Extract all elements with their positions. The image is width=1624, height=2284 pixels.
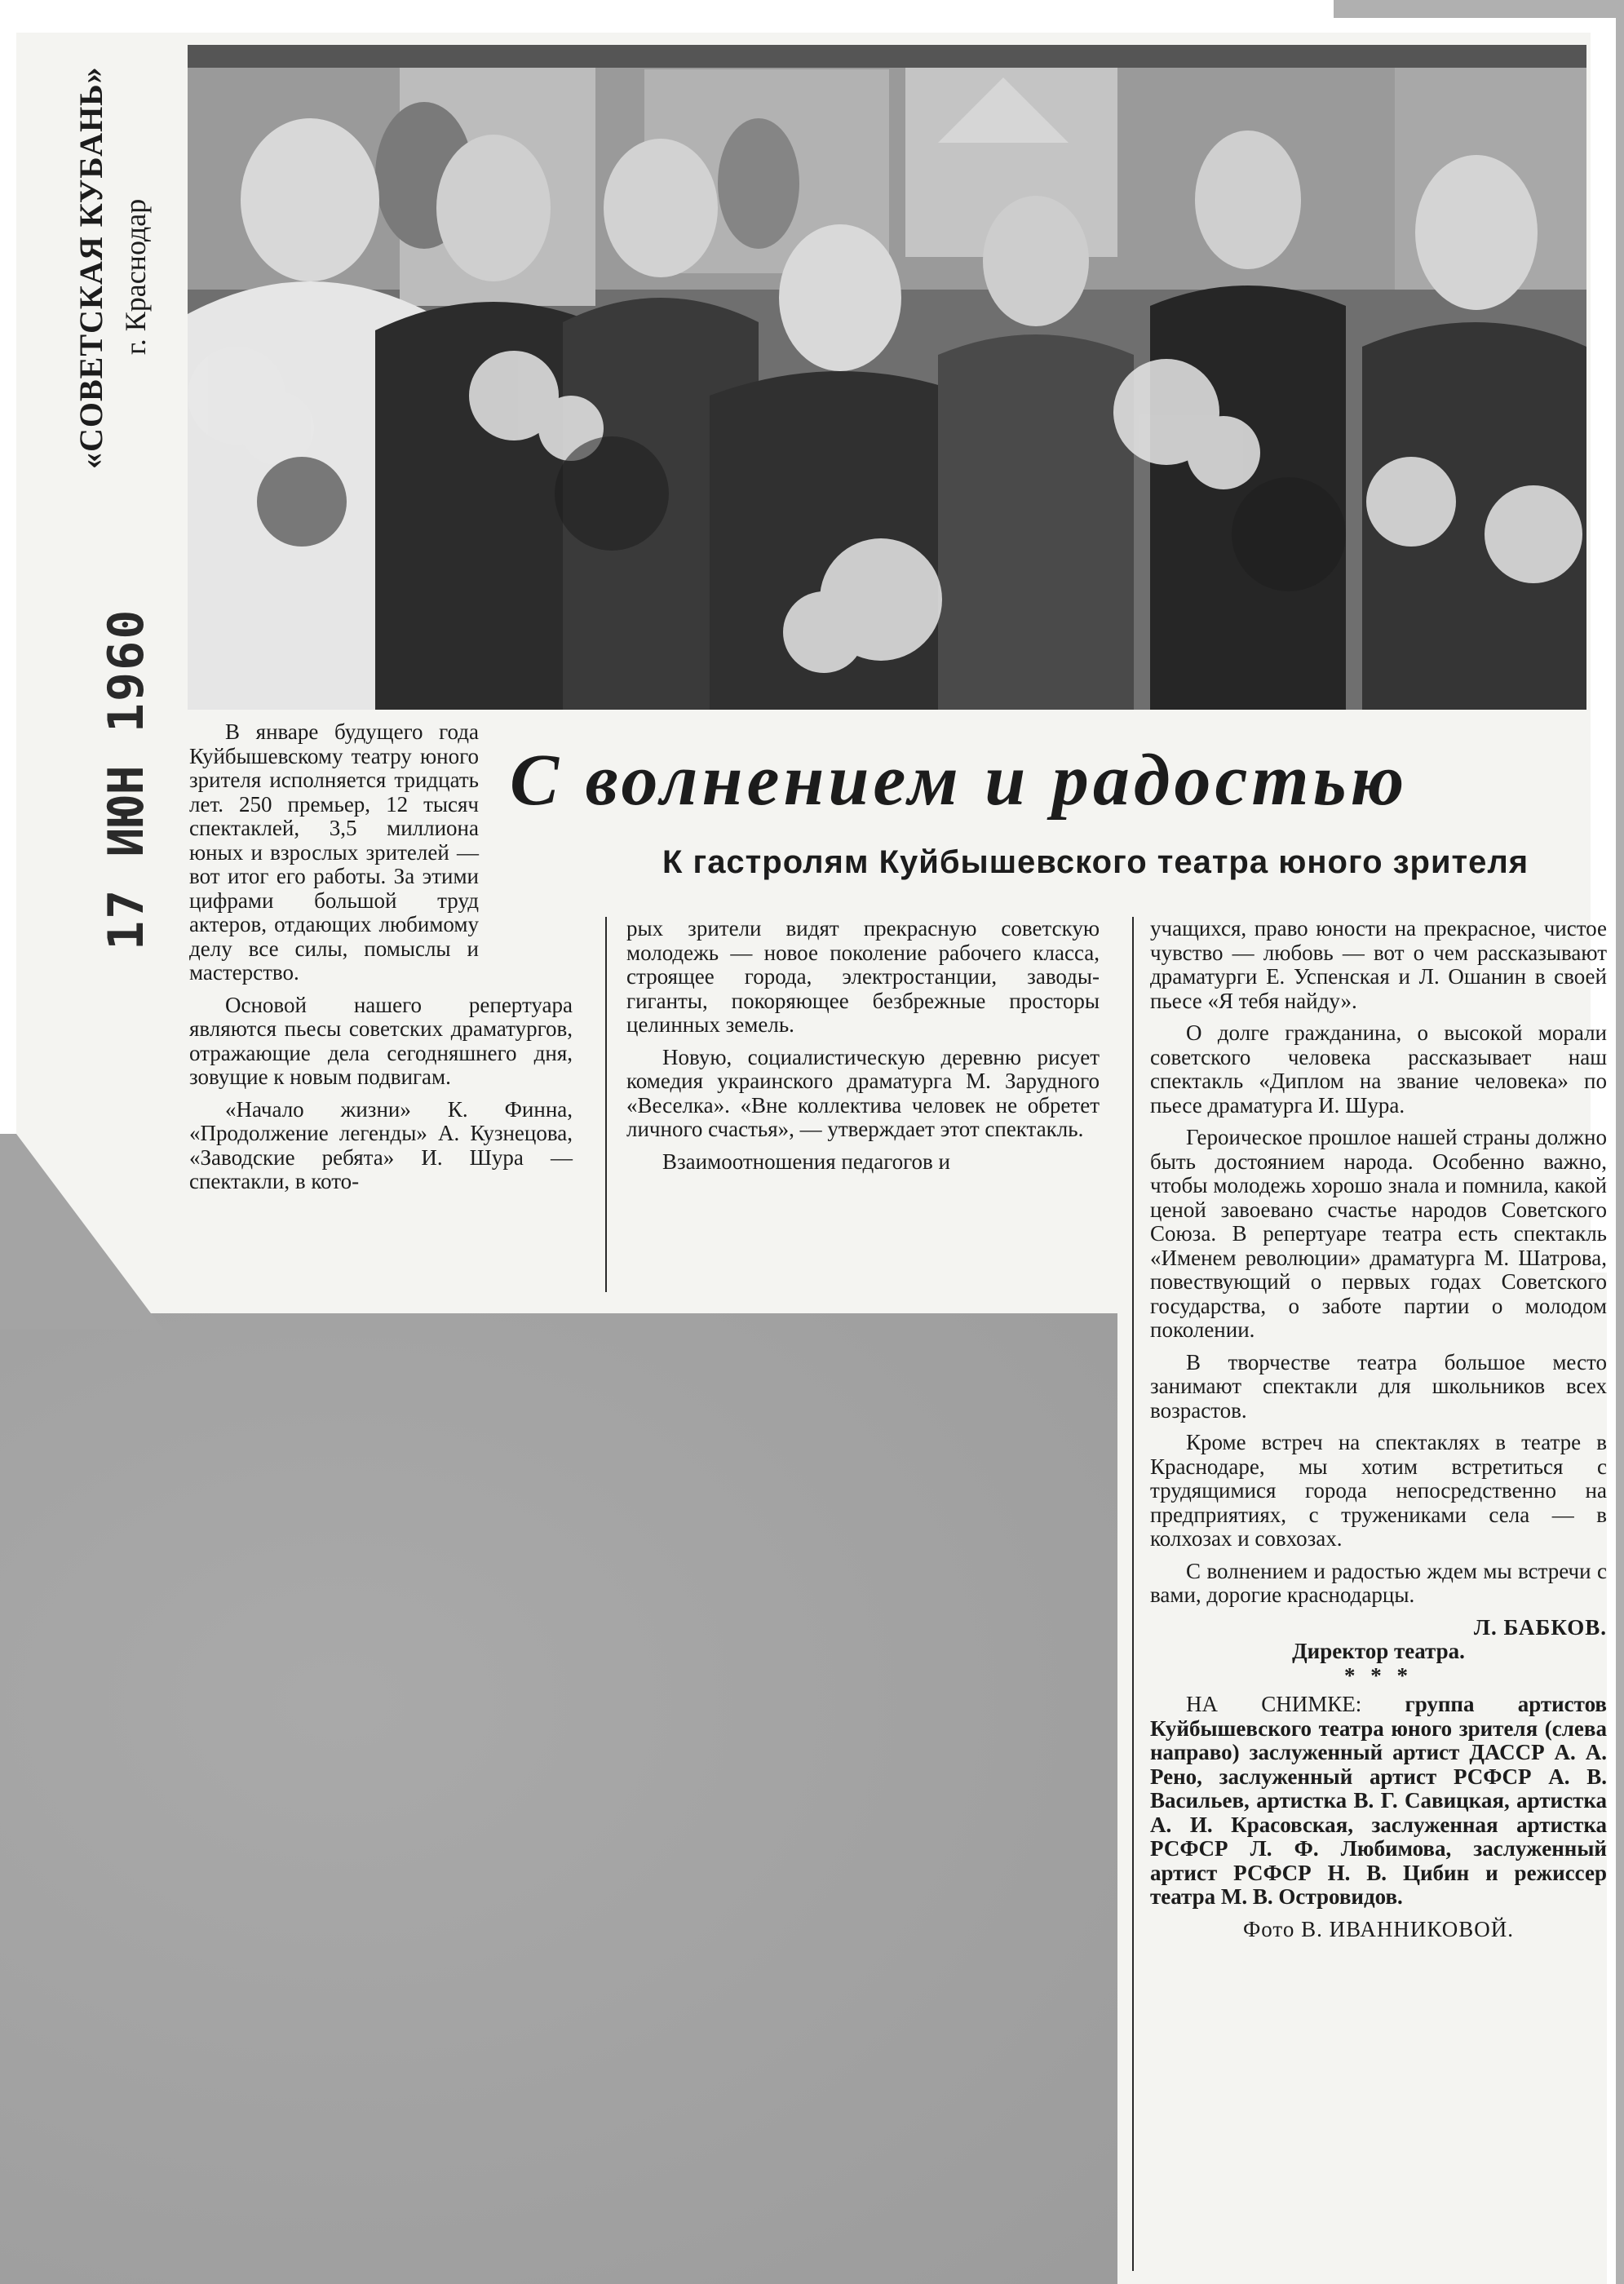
article-headline: С волнением и радостью: [510, 740, 1409, 821]
newspaper-name: «СОВЕТСКАЯ КУБАНЬ»: [73, 66, 109, 469]
article-paragraph: В январе будущего года Куйбышевскому театру юного зрителя исполняется тридцать лет. 250 премьер, 12 тысяч спектаклей, 3,5 миллиона юных и взрослых зрителей — вот итог его работы. За этими цифрами большой труд актеров, отдающих любимому делу все силы, помыслы и мастерство.: [189, 719, 479, 985]
article-paragraph: В творчестве театра большое место занимают спектакли для школьников всех возрастов.: [1150, 1349, 1607, 1423]
article-paragraph: «Начало жизни» К. Финна, «Продолжение легенды» А. Кузнецова, «Заводские ребята» И. Шура — спектакли, в кото-: [189, 1096, 573, 1193]
article-column-1: [189, 720, 573, 1202]
article-paragraph: Кроме встреч на спектаклях в театре в Краснодаре, мы хотим встретиться с трудящимися города непосредственно на предприятиях, с тружениками села — в колхозах и совхозах.: [1150, 1430, 1607, 1551]
article-column-2: [626, 917, 1100, 1182]
article-subheadline: К гастролям Куйбышевского театра юного зрителя: [662, 844, 1529, 880]
scan-background: [0, 1313, 1130, 2284]
author-signature: Л. БАБКОВ.: [1473, 1614, 1607, 1640]
group-photo-image: [188, 45, 1586, 710]
article-paragraph: С волнением и радостью ждем мы встречи с вами, дорогие краснодарцы.: [1150, 1558, 1607, 1607]
author-role: Директор театра.: [1292, 1639, 1465, 1663]
group-photo: [188, 45, 1586, 710]
photo-caption-text: группа артистов Куйбышевского театра юного зрителя (слева направо) заслуженный артист ДАССР А. А. Рено, заслуженный артист РСФСР А. В. Васильев, артистка В. Г. Савицкая, артистка А. И. Красовская, заслуженная артистка РСФСР Л. Ф. Любимова, заслуженный артист РСФСР Н. В. Цибин и режиссер театра М. В. Островидов.: [1150, 1692, 1607, 1909]
article-paragraph: рых зрители видят прекрасную советскую молодежь — новое поколение рабочего класса, строящее города, электростанции, заводы-гиганты, покоряющее безбрежные просторы целинных земель.: [626, 916, 1100, 1037]
article-paragraph: Взаимоотношения педагогов и: [662, 1149, 950, 1174]
column-rule: [605, 917, 607, 1292]
scan-edge-right: [1616, 0, 1624, 2284]
article-paragraph: Героическое прошлое нашей страны должно быть достоянием народа. Особенно важно, чтобы молодежь хорошо знала и помнила, какой ценой завоевано счастье народов Советского Союза. В репертуаре театра есть спектакль «Именем революции» драматурга М. Шатрова, повествующий о первых годах Советского государства, о заботе партии о молодом поколении.: [1150, 1125, 1607, 1342]
newspaper-city: г. Краснодар: [119, 198, 152, 355]
article-paragraph: Новую, социалистическую деревню рисует комедия украинского драматурга М. Зарудного «Веселка». «Вне коллектива человек не обретет личного счастья», — утверждает этот спектакль.: [626, 1044, 1100, 1141]
date-stamp: 17 ИЮН 1960: [98, 608, 155, 950]
column-rule: [1132, 917, 1134, 2271]
article-paragraph: О долге гражданина, о высокой морали советского человека рассказывает наш спектакль «Диплом на звание человека» по пьесе драматурга И. Шура.: [1150, 1020, 1607, 1118]
photo-caption-lead: НА СНИМКЕ:: [1186, 1692, 1362, 1716]
scan-edge-top: [1334, 0, 1616, 18]
article-paragraph: учащихся, право юности на прекрасное, чистое чувство — любовь — вот о чем рассказывают драматурги Е. Успенская и Л. Ошанин в своей пьесе «Я тебя найду».: [1150, 916, 1607, 1013]
photo-caption: [1150, 1693, 1607, 1910]
section-separator: * * *: [1344, 1662, 1413, 1688]
article-paragraph: Основой нашего репертуара являются пьесы советских драматургов, отражающие дела сегодняшнего дня, зовущие к новым подвигам.: [189, 992, 573, 1089]
article-column-3: [1150, 917, 1607, 1941]
photo-credit: Фото В. ИВАННИКОВОЙ.: [1242, 1916, 1515, 1941]
